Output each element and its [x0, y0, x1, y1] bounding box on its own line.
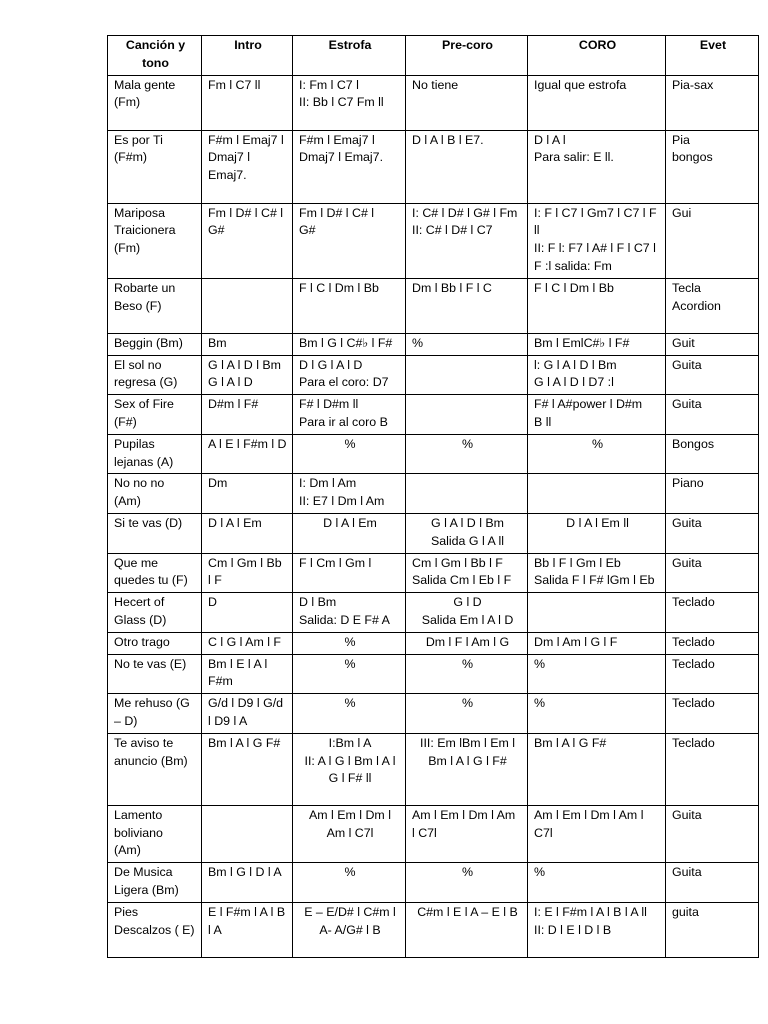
cell-estrofa: % — [293, 434, 406, 474]
table-row — [108, 75, 759, 130]
cell-evet: Guita — [666, 395, 759, 435]
cell-estrofa: D l A l Em — [293, 513, 406, 553]
cell-evet: Teclado — [666, 593, 759, 633]
table-row — [108, 593, 759, 633]
cell-coro: Bb l F l Gm l Eb Salida F l F# lGm l Eb — [528, 553, 666, 593]
table-row — [108, 278, 759, 333]
header-song-key: Canción y tono — [108, 36, 202, 76]
table-row — [108, 203, 759, 278]
cell-pre-coro: D l A l B l E7. — [406, 130, 528, 203]
cell-pre-coro: % — [406, 694, 528, 734]
cell-pre-coro: I: C# l D# l G# l Fm II: C# l D# l C7 — [406, 203, 528, 278]
cell-estrofa: Am l Em l Dm l Am l C7l — [293, 805, 406, 862]
cell-song: Que me quedes tu (F) — [108, 553, 202, 593]
cell-coro: D l A l Para salir: E ll. — [528, 130, 666, 203]
cell-song: Mala gente (Fm) — [108, 75, 202, 130]
cell-coro: Am l Em l Dm l Am l C7l — [528, 805, 666, 862]
song-chord-sheet — [107, 35, 759, 958]
cell-coro: Igual que estrofa — [528, 75, 666, 130]
cell-evet: Guita — [666, 805, 759, 862]
cell-intro: D#m l F# — [202, 395, 293, 435]
cell-evet: Teclado — [666, 694, 759, 734]
table-row — [108, 434, 759, 474]
header-evet: Evet — [666, 36, 759, 76]
table-row — [108, 632, 759, 654]
cell-evet: Pia-sax — [666, 75, 759, 130]
cell-intro: Bm l G l D l A — [202, 863, 293, 903]
cell-song: Lamento boliviano (Am) — [108, 805, 202, 862]
cell-intro: Bm l E l A l F#m — [202, 654, 293, 694]
cell-estrofa: F l Cm l Gm l — [293, 553, 406, 593]
table-row — [108, 513, 759, 553]
table-row — [108, 863, 759, 903]
cell-estrofa: D l G l A l D Para el coro: D7 — [293, 355, 406, 395]
cell-pre-coro: III: Em lBm l Em l Bm l A l G l F# — [406, 733, 528, 805]
cell-evet: Guita — [666, 553, 759, 593]
cell-song: Hecert of Glass (D) — [108, 593, 202, 633]
cell-song: Mariposa Traicionera (Fm) — [108, 203, 202, 278]
cell-coro: l: G l A l D l Bm G l A l D l D7 :l — [528, 355, 666, 395]
cell-pre-coro — [406, 474, 528, 514]
cell-pre-coro: % — [406, 333, 528, 355]
cell-song: Sex of Fire (F#) — [108, 395, 202, 435]
song-chord-table — [107, 35, 759, 958]
cell-estrofa: F# l D#m ll Para ir al coro B — [293, 395, 406, 435]
header-intro: Intro — [202, 36, 293, 76]
cell-estrofa: % — [293, 654, 406, 694]
cell-song: No te vas (E) — [108, 654, 202, 694]
cell-coro: F# l A#power l D#m B ll — [528, 395, 666, 435]
cell-coro: % — [528, 863, 666, 903]
table-row — [108, 654, 759, 694]
cell-pre-coro — [406, 355, 528, 395]
cell-song: Pupilas lejanas (A) — [108, 434, 202, 474]
cell-pre-coro: % — [406, 863, 528, 903]
cell-evet: Bongos — [666, 434, 759, 474]
table-row — [108, 395, 759, 435]
cell-evet: Teclado — [666, 733, 759, 805]
cell-estrofa: D l Bm Salida: D E F# A — [293, 593, 406, 633]
cell-pre-coro: Dm l F l Am l G — [406, 632, 528, 654]
cell-estrofa: I: Fm l C7 l II: Bb l C7 Fm ll — [293, 75, 406, 130]
cell-evet: Guita — [666, 863, 759, 903]
cell-estrofa: % — [293, 694, 406, 734]
cell-song: Robarte un Beso (F) — [108, 278, 202, 333]
table-row — [108, 130, 759, 203]
table-row — [108, 902, 759, 957]
cell-pre-coro: G l D Salida Em l A l D — [406, 593, 528, 633]
cell-coro: D l A l Em ll — [528, 513, 666, 553]
cell-intro: D — [202, 593, 293, 633]
cell-coro: Bm l A l G F# — [528, 733, 666, 805]
cell-pre-coro: Cm l Gm l Bb l F Salida Cm l Eb l F — [406, 553, 528, 593]
cell-coro: I: E l F#m l A l B l A ll II: D l E l D l B — [528, 902, 666, 957]
cell-evet: Gui — [666, 203, 759, 278]
cell-estrofa: Bm l G l C#♭ l F# — [293, 333, 406, 355]
cell-intro: A l E l F#m l D — [202, 434, 293, 474]
cell-song: Es por Ti (F#m) — [108, 130, 202, 203]
header-row — [108, 36, 759, 76]
cell-intro — [202, 278, 293, 333]
cell-evet: Tecla Acordion — [666, 278, 759, 333]
cell-coro: % — [528, 694, 666, 734]
cell-evet: Guit — [666, 333, 759, 355]
table-row — [108, 474, 759, 514]
header-pre-coro: Pre-coro — [406, 36, 528, 76]
cell-song: Me rehuso (G – D) — [108, 694, 202, 734]
cell-estrofa: I: Dm l Am II: E7 l Dm l Am — [293, 474, 406, 514]
table-row — [108, 333, 759, 355]
cell-coro — [528, 593, 666, 633]
cell-song: Si te vas (D) — [108, 513, 202, 553]
cell-evet: Piano — [666, 474, 759, 514]
cell-evet: Guita — [666, 513, 759, 553]
table-row — [108, 694, 759, 734]
table-row — [108, 733, 759, 805]
cell-estrofa: % — [293, 863, 406, 903]
cell-pre-coro: G l A l D l Bm Salida G l A ll — [406, 513, 528, 553]
cell-pre-coro: Am l Em l Dm l Am l C7l — [406, 805, 528, 862]
cell-song: Pies Descalzos ( E) — [108, 902, 202, 957]
cell-evet: Guita — [666, 355, 759, 395]
cell-estrofa: F#m l Emaj7 l Dmaj7 l Emaj7. — [293, 130, 406, 203]
cell-intro — [202, 805, 293, 862]
cell-pre-coro: % — [406, 654, 528, 694]
cell-coro — [528, 474, 666, 514]
header-estrofa: Estrofa — [293, 36, 406, 76]
cell-song: No no no (Am) — [108, 474, 202, 514]
cell-estrofa: I:Bm l A II: A l G l Bm l A l G l F# ll — [293, 733, 406, 805]
cell-intro: D l A l Em — [202, 513, 293, 553]
cell-intro: Bm — [202, 333, 293, 355]
table-row — [108, 355, 759, 395]
cell-evet: Teclado — [666, 654, 759, 694]
cell-coro: % — [528, 434, 666, 474]
cell-intro: G/d l D9 l G/d l D9 l A — [202, 694, 293, 734]
cell-intro: Fm l C7 ll — [202, 75, 293, 130]
cell-pre-coro: C#m l E l A – E l B — [406, 902, 528, 957]
cell-coro: I: F l C7 l Gm7 l C7 l F ll II: F l: F7 l A# l F l C7 l F :l salida: Fm — [528, 203, 666, 278]
cell-intro: E l F#m l A l B l A — [202, 902, 293, 957]
cell-intro: Dm — [202, 474, 293, 514]
cell-intro: Cm l Gm l Bb l F — [202, 553, 293, 593]
cell-coro: F l C l Dm l Bb — [528, 278, 666, 333]
header-coro: CORO — [528, 36, 666, 76]
cell-coro: Dm l Am l G l F — [528, 632, 666, 654]
cell-intro: Bm l A l G F# — [202, 733, 293, 805]
cell-estrofa: % — [293, 632, 406, 654]
cell-intro: F#m l Emaj7 l Dmaj7 l Emaj7. — [202, 130, 293, 203]
cell-estrofa: E – E/D# l C#m l A- A/G# l B — [293, 902, 406, 957]
cell-intro: G l A l D l Bm G l A l D — [202, 355, 293, 395]
cell-intro: C l G l Am l F — [202, 632, 293, 654]
cell-estrofa: F l C l Dm l Bb — [293, 278, 406, 333]
table-row — [108, 553, 759, 593]
cell-pre-coro: % — [406, 434, 528, 474]
cell-pre-coro: Dm l Bb l F l C — [406, 278, 528, 333]
cell-song: Beggin (Bm) — [108, 333, 202, 355]
cell-evet: Teclado — [666, 632, 759, 654]
cell-estrofa: Fm l D# l C# l G# — [293, 203, 406, 278]
table-row — [108, 805, 759, 862]
cell-evet: guita — [666, 902, 759, 957]
cell-pre-coro — [406, 395, 528, 435]
cell-song: Te aviso te anuncio (Bm) — [108, 733, 202, 805]
cell-coro: Bm l EmlC#♭ l F# — [528, 333, 666, 355]
cell-coro: % — [528, 654, 666, 694]
cell-song: De Musica Ligera (Bm) — [108, 863, 202, 903]
cell-evet: Pia bongos — [666, 130, 759, 203]
cell-song: El sol no regresa (G) — [108, 355, 202, 395]
cell-pre-coro: No tiene — [406, 75, 528, 130]
cell-song: Otro trago — [108, 632, 202, 654]
cell-intro: Fm l D# l C# l G# — [202, 203, 293, 278]
